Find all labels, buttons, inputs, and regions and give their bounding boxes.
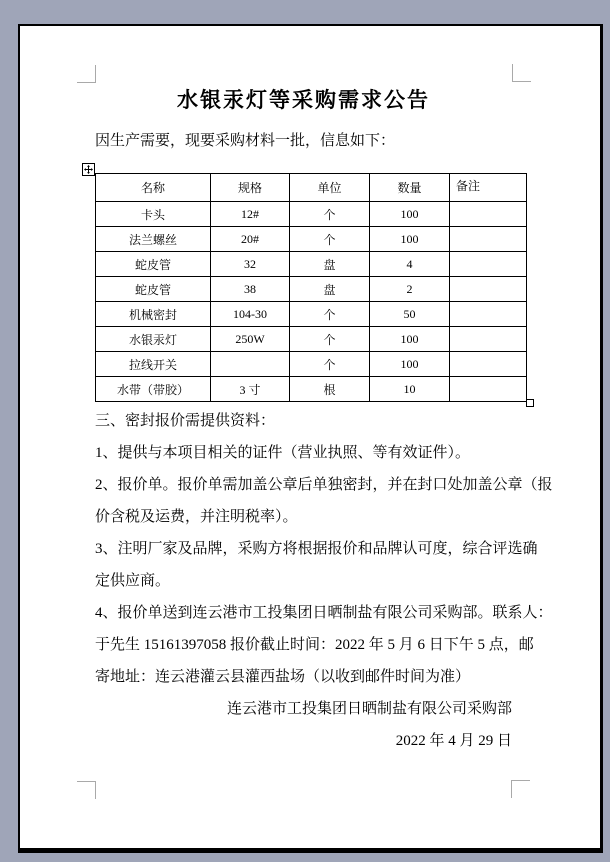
cell-qty: 100: [370, 227, 450, 252]
procurement-table: [95, 173, 527, 402]
signature-line: 连云港市工投集团日晒制盐有限公司采购部: [226, 701, 512, 717]
table-row: [96, 252, 527, 277]
body-line: 定供应商。: [95, 573, 171, 589]
cell-qty: 4: [370, 252, 450, 277]
table-row: [96, 377, 527, 402]
cell-unit: 盘: [290, 252, 370, 277]
cell-remark: [450, 352, 527, 377]
body-text-block: [95, 405, 553, 757]
cell-name: 蛇皮管: [96, 277, 211, 302]
cell-spec: 104-30: [211, 302, 290, 327]
cell-remark: [450, 327, 527, 352]
cell-unit: 根: [290, 377, 370, 402]
cell-remark: [450, 302, 527, 327]
table-move-handle[interactable]: [82, 163, 95, 176]
document-page: [18, 24, 603, 853]
cell-name: 蛇皮管: [96, 252, 211, 277]
cell-unit: 盘: [290, 277, 370, 302]
cell-remark: [450, 202, 527, 227]
intro-paragraph: 因生产需要，现要采购材料一批，信息如下：: [95, 133, 396, 149]
cell-qty: 100: [370, 352, 450, 377]
table-resize-handle[interactable]: [526, 399, 534, 407]
cell-unit: 个: [290, 302, 370, 327]
date-line: 2022 年 4 月 29 日: [395, 733, 512, 749]
body-line: 寄地址：连云港灌云县灌西盐场（以收到邮件时间为准）: [95, 669, 471, 685]
cell-unit: 个: [290, 352, 370, 377]
table-row: [96, 277, 527, 302]
cell-spec: 32: [211, 252, 290, 277]
margin-crop-mark-top-left: [77, 65, 96, 83]
cell-qty: 100: [370, 202, 450, 227]
cell-qty: 100: [370, 327, 450, 352]
cell-remark: [450, 377, 527, 402]
cell-remark: [450, 252, 527, 277]
cell-name: 拉线开关: [96, 352, 211, 377]
cell-qty: 2: [370, 277, 450, 302]
cell-name: 水带（带胶）: [96, 377, 211, 402]
body-line: 价含税及运费，并注明税率）。: [95, 509, 298, 525]
cell-spec: 250W: [211, 327, 290, 352]
cell-name: 机械密封: [96, 302, 211, 327]
cell-unit: 个: [290, 327, 370, 352]
move-cross-icon: [84, 165, 93, 174]
cell-remark: [450, 227, 527, 252]
header-name: 名称: [96, 174, 211, 202]
margin-crop-mark-top-right: [512, 64, 531, 82]
cell-spec: 3 寸: [211, 377, 290, 402]
cell-spec: 38: [211, 277, 290, 302]
body-line: 4、报价单送到连云港市工投集团日晒制盐有限公司采购部。联系人：: [95, 605, 553, 621]
cell-remark: [450, 277, 527, 302]
header-unit: 单位: [290, 174, 370, 202]
cell-spec: 12#: [211, 202, 290, 227]
table-row: [96, 327, 527, 352]
table-row: [96, 202, 527, 227]
header-qty: 数量: [370, 174, 450, 202]
margin-crop-mark-bottom-left: [77, 781, 96, 799]
cell-name: 水银汞灯: [96, 327, 211, 352]
margin-crop-mark-bottom-right: [511, 780, 530, 798]
body-line: 2、报价单。报价单需加盖公章后单独密封，并在封口处加盖公章（报: [95, 477, 553, 493]
cell-qty: 50: [370, 302, 450, 327]
header-remark: 备注: [450, 174, 527, 202]
document-title: 水银汞灯等采购需求公告: [177, 89, 430, 112]
cell-qty: 10: [370, 377, 450, 402]
header-spec: 规格: [211, 174, 290, 202]
table-row: [96, 227, 527, 252]
cell-spec: [211, 352, 290, 377]
table-row: [96, 352, 527, 377]
cell-spec: 20#: [211, 227, 290, 252]
cell-name: 法兰螺丝: [96, 227, 211, 252]
body-line: 1、提供与本项目相关的证件（营业执照、等有效证件）。: [95, 445, 471, 461]
cell-unit: 个: [290, 202, 370, 227]
body-line: 三、密封报价需提供资料：: [95, 413, 276, 429]
table-row: [96, 302, 527, 327]
cell-unit: 个: [290, 227, 370, 252]
body-line: 于先生 15161397058 报价截止时间：2022 年 5 月 6 日下午 5 点，邮: [95, 637, 534, 653]
cell-name: 卡头: [96, 202, 211, 227]
table-header-row: [96, 174, 527, 202]
body-line: 3、注明厂家及品牌，采购方将根据报价和品牌认可度，综合评选确: [95, 541, 538, 557]
